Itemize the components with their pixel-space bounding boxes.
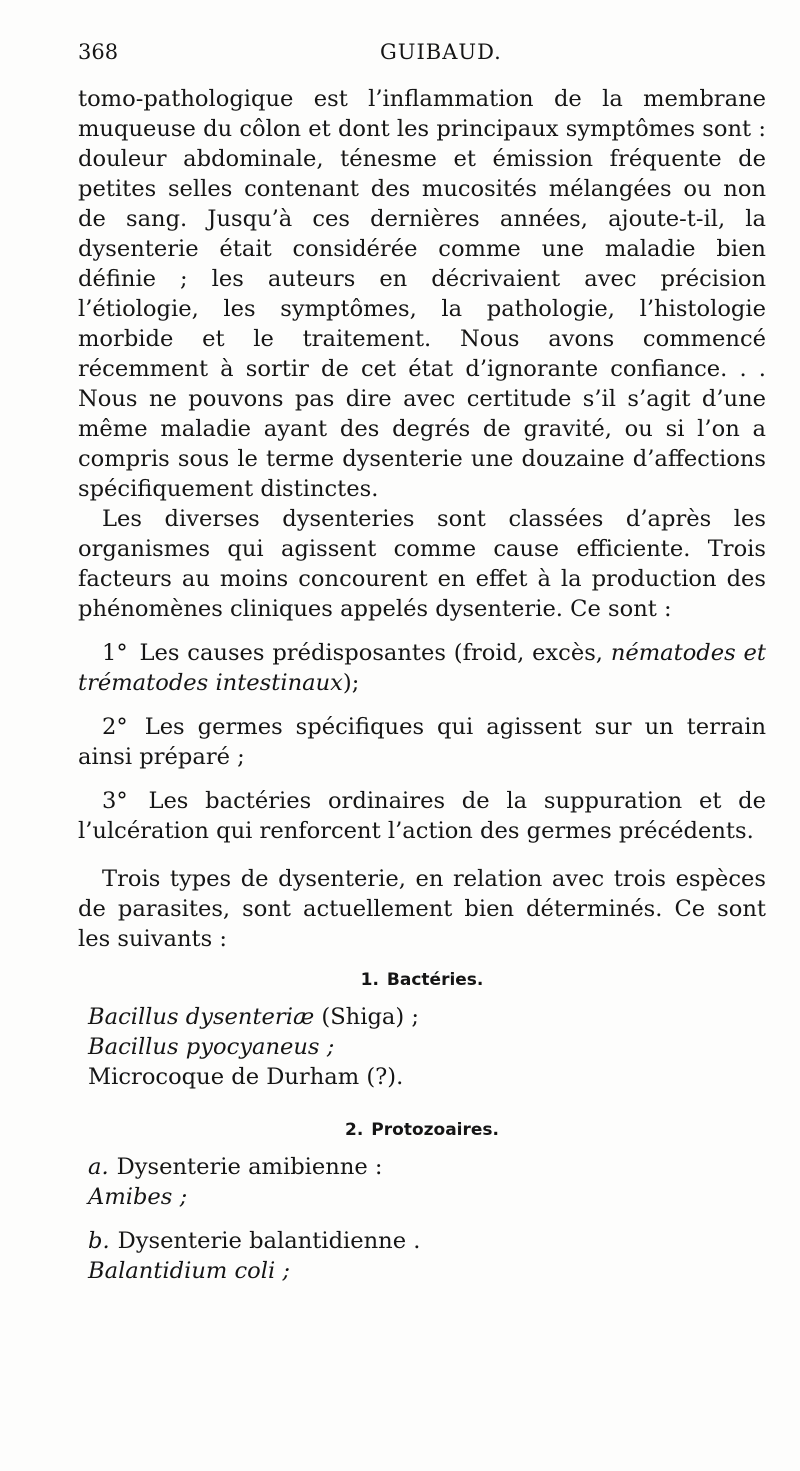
organism-line: [88, 1032, 766, 1062]
running-head: [78, 40, 760, 70]
section-heading-protozoa: [78, 1118, 766, 1142]
section-heading-bacteria: [78, 968, 766, 992]
type-organism: Amibes ;: [88, 1184, 188, 1210]
list-item-3: [78, 786, 766, 846]
organism-name: Bacillus pyocyaneus ;: [88, 1034, 335, 1060]
section-number: 1.: [360, 970, 379, 990]
organism-name: Bacillus dysenteriæ: [88, 1004, 315, 1030]
list-item-2-number: 2°: [102, 714, 128, 740]
list-item-1-number: 1°: [102, 640, 128, 666]
section-number: 2.: [345, 1120, 364, 1140]
section-title: Protozoaires.: [371, 1120, 499, 1140]
type-letter: b.: [88, 1228, 110, 1254]
list-item-1: [78, 638, 766, 698]
paragraph-classification: Les diverses dysenteries sont classées d’après les organismes qui agissent comme cause efficiente. Trois facteurs au moins concourent en effet à la production des phénomènes cliniques appelés dysenterie. Ce sont :: [78, 506, 766, 622]
body-text: [78, 84, 766, 1286]
list-item-2: [78, 712, 766, 772]
list-item-1-end: );: [342, 670, 360, 696]
list-item-1-text: Les causes prédisposantes (froid, excès,: [139, 640, 603, 666]
paragraph-types: Trois types de dysenterie, en relation avec trois espèces de parasites, sont actuellement bien déterminés. Ce sont les suivants :: [78, 866, 766, 952]
type-organism: Balantidium coli ;: [88, 1258, 290, 1284]
running-head-author: GUIBAUD.: [380, 40, 502, 64]
list-item-2-text: Les germes spécifiques qui agissent sur un terrain ainsi préparé ;: [78, 714, 766, 770]
organism-author: (Shiga) ;: [314, 1004, 419, 1030]
organism-line: [88, 1002, 766, 1032]
dysentery-type-b: [88, 1226, 766, 1256]
list-item-3-number: 3°: [102, 788, 128, 814]
type-name: Dysenterie amibienne :: [116, 1154, 383, 1180]
organism-line: [88, 1062, 766, 1092]
dysentery-type-a: [88, 1152, 766, 1182]
type-name: Dysenterie balantidienne .: [117, 1228, 421, 1254]
section-title: Bactéries.: [386, 970, 484, 990]
page-number: 368: [78, 40, 119, 64]
list-item-3-text: Les bactéries ordinaires de la suppuration et de l’ulcération qui renforcent l’action des germes précédents.: [78, 788, 767, 844]
organism-name: Microcoque de Durham (?).: [88, 1064, 404, 1090]
type-letter: a.: [88, 1154, 109, 1180]
paragraph-continued: tomo-pathologique est l’inflammation de la membrane muqueuse du côlon et dont les principaux symptômes sont : douleur abdominale, ténesme et émission fréquente de petites selles contenant des mucosités mélangées ou non de sang. Jusqu’à ces dernières années, ajoute-t-il, la dysenterie était considérée comme une maladie bien définie ; les auteurs en décrivaient avec précision l’étiologie, les symptômes, la pathologie, l’histologie morbide et le traitement. Nous avons commencé récemment à sortir de cet état d’ignorante confiance. . . Nous ne pouvons pas dire avec certitude s’il s’agit d’une même maladie ayant des degrés de gravité, ou si l’on a compris sous le terme dysenterie une douzaine d’affections spécifiquement distinctes.: [78, 86, 766, 502]
list-item-1-italic: nématodes et trématodes intestinaux: [78, 640, 767, 696]
